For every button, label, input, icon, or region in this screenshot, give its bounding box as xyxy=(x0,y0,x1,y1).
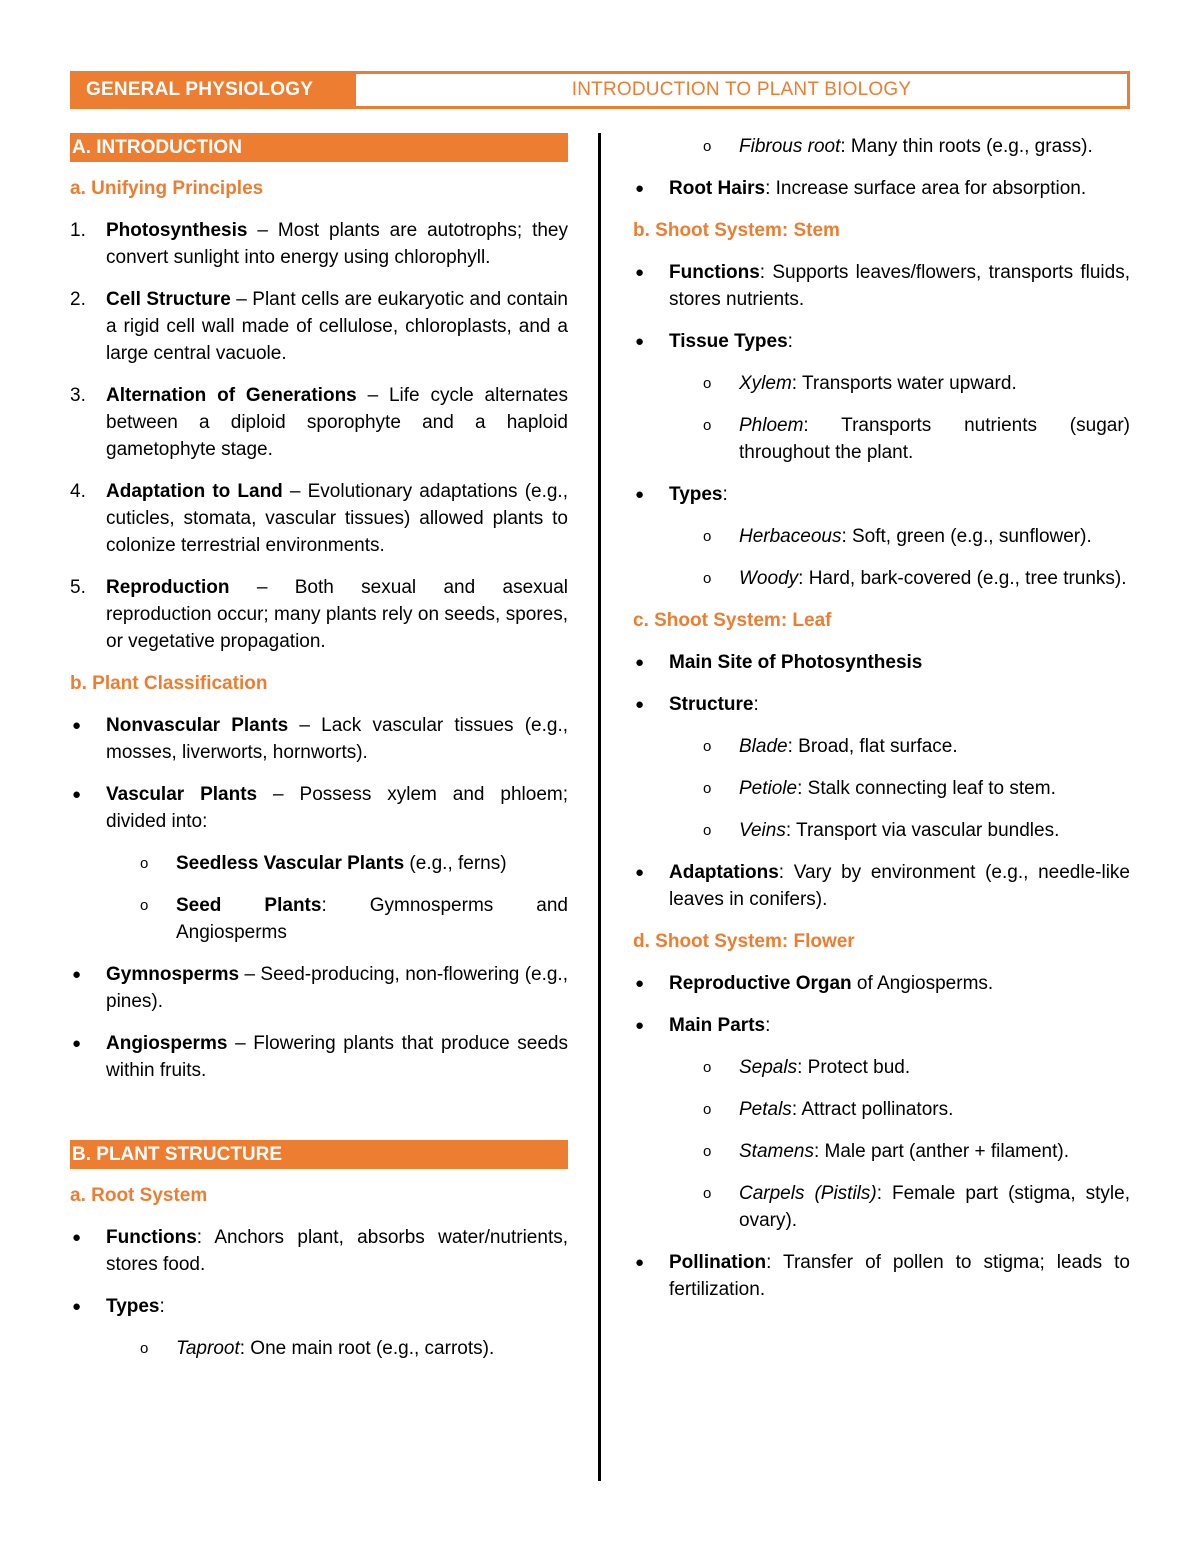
term: Stamens xyxy=(739,1141,814,1162)
list-item xyxy=(70,217,568,271)
item-text: (e.g., ferns) xyxy=(404,853,507,874)
circle-bullet-icon: o xyxy=(703,780,712,797)
subsection-leaf: c. Shoot System: Leaf xyxy=(633,610,832,631)
list-item xyxy=(633,175,1130,202)
item-text: : Female part (stigma, style, ovary). xyxy=(739,1183,1130,1231)
term: Veins xyxy=(739,820,786,841)
bullet-icon: ● xyxy=(72,786,82,803)
term: Xylem xyxy=(739,373,792,394)
bullet-icon: ● xyxy=(635,180,645,197)
list-item xyxy=(70,781,568,835)
item-text: : Transfer of pollen to stigma; leads to fertilization. xyxy=(669,1252,1130,1300)
term: Adaptations xyxy=(669,862,779,883)
item-text: : One main root (e.g., carrots). xyxy=(239,1338,495,1359)
term: Carpels (Pistils) xyxy=(739,1183,877,1204)
bullet-icon: ● xyxy=(72,1229,82,1246)
circle-bullet-icon: o xyxy=(703,738,712,755)
item-text: : xyxy=(787,331,793,352)
list-item xyxy=(633,259,1130,313)
item-text: : Stalk connecting leaf to stem. xyxy=(797,778,1056,799)
circle-bullet-icon: o xyxy=(140,1340,149,1357)
item-text: : Attract pollinators. xyxy=(791,1099,954,1120)
item-text: : Transport via vascular bundles. xyxy=(785,820,1060,841)
section-b-title: B. PLANT STRUCTURE xyxy=(70,1140,568,1169)
term: Main Parts xyxy=(669,1015,766,1036)
sub-list-item xyxy=(70,850,568,877)
item-text: : xyxy=(722,484,728,505)
subsection-plant-classification: b. Plant Classification xyxy=(70,673,268,694)
item-text: : Soft, green (e.g., sunflower). xyxy=(841,526,1092,547)
list-item xyxy=(70,382,568,463)
circle-bullet-icon: o xyxy=(703,417,712,434)
term: Herbaceous xyxy=(739,526,842,547)
term: Petiole xyxy=(739,778,798,799)
item-text: : Anchors plant, absorbs water/nutrients, stores food. xyxy=(106,1227,568,1275)
list-item xyxy=(633,481,1130,508)
item-text: : xyxy=(753,694,759,715)
bullet-icon: ● xyxy=(635,864,645,881)
term: Seedless Vascular Plants xyxy=(176,853,405,874)
spacer xyxy=(70,1099,568,1140)
term: Functions xyxy=(669,262,760,283)
subsection-unifying-principles: a. Unifying Principles xyxy=(70,178,264,199)
item-text: – Flowering plants that produce seeds within fruits. xyxy=(106,1033,568,1081)
item-text: – Both sexual and asexual reproduction occur; many plants rely on seeds, spores, or vegetative propagation. xyxy=(106,577,568,652)
list-item xyxy=(633,859,1130,913)
circle-bullet-icon: o xyxy=(703,570,712,587)
list-item xyxy=(70,1293,568,1320)
item-text: : Hard, bark-covered (e.g., tree trunks). xyxy=(798,568,1127,589)
course-title: GENERAL PHYSIOLOGY xyxy=(73,74,356,106)
bullet-icon: ● xyxy=(635,696,645,713)
circle-bullet-icon: o xyxy=(703,1185,712,1202)
item-text: : Gymnosperms and Angiosperms xyxy=(176,895,568,943)
term: Types xyxy=(106,1296,160,1317)
item-text: : xyxy=(159,1296,165,1317)
subsection-root-system: a. Root System xyxy=(70,1185,208,1206)
list-item xyxy=(70,574,568,655)
list-item xyxy=(633,691,1130,718)
item-text: – Most plants are autotrophs; they convert sunlight into energy using chlorophyll. xyxy=(106,220,568,268)
term: Fibrous root xyxy=(739,136,841,157)
sub-list-item xyxy=(633,1138,1130,1165)
sub-list-item xyxy=(70,1335,568,1362)
term: Root Hairs xyxy=(669,178,766,199)
bullet-icon: ● xyxy=(635,264,645,281)
column-divider xyxy=(598,133,601,1481)
sub-list-item xyxy=(633,565,1130,592)
list-item xyxy=(70,961,568,1015)
term: Reproductive Organ xyxy=(669,973,852,994)
term: Main Site of Photosynthesis xyxy=(669,652,923,673)
list-item xyxy=(633,328,1130,355)
list-item xyxy=(633,649,1130,676)
sub-list-item xyxy=(633,412,1130,466)
list-item xyxy=(70,478,568,559)
subsection-stem: b. Shoot System: Stem xyxy=(633,220,840,241)
right-column xyxy=(633,133,1130,1318)
term: Reproduction xyxy=(106,577,230,598)
circle-bullet-icon: o xyxy=(140,897,149,914)
bullet-icon: ● xyxy=(635,1017,645,1034)
bullet-icon: ● xyxy=(635,654,645,671)
item-text: : xyxy=(765,1015,771,1036)
sub-list-item xyxy=(633,1096,1130,1123)
bullet-icon: ● xyxy=(635,333,645,350)
term: Taproot xyxy=(176,1338,240,1359)
subsection-flower: d. Shoot System: Flower xyxy=(633,931,855,952)
term: Gymnosperms xyxy=(106,964,240,985)
bullet-icon: ● xyxy=(635,486,645,503)
list-item xyxy=(70,1030,568,1084)
item-text: – Possess xylem and phloem; divided into: xyxy=(106,784,568,832)
term: Types xyxy=(669,484,723,505)
item-text: – Plant cells are eukaryotic and contain a rigid cell wall made of cellulose, chloroplasts, and a large central vacuole. xyxy=(106,289,568,364)
term: Seed Plants xyxy=(176,895,322,916)
term: Phloem xyxy=(739,415,804,436)
circle-bullet-icon: o xyxy=(703,528,712,545)
list-item xyxy=(70,712,568,766)
term: Photosynthesis xyxy=(106,220,248,241)
term: Pollination xyxy=(669,1252,767,1273)
item-text: : Supports leaves/flowers, transports fluids, stores nutrients. xyxy=(669,262,1130,310)
bullet-icon: ● xyxy=(72,717,82,734)
bullet-icon: ● xyxy=(72,1298,82,1315)
list-item xyxy=(70,286,568,367)
term: Angiosperms xyxy=(106,1033,228,1054)
bullet-icon: ● xyxy=(72,966,82,983)
item-text: : Transports water upward. xyxy=(791,373,1017,394)
list-item xyxy=(633,970,1130,997)
item-text: : Increase surface area for absorption. xyxy=(765,178,1087,199)
sub-list-item xyxy=(633,1054,1130,1081)
list-item xyxy=(633,1249,1130,1303)
bullet-icon: ● xyxy=(72,1035,82,1052)
term: Blade xyxy=(739,736,788,757)
list-item xyxy=(633,1012,1130,1039)
term: Nonvascular Plants xyxy=(106,715,289,736)
term: Adaptation to Land xyxy=(106,481,283,502)
item-text: – Seed-producing, non-flowering (e.g., pines). xyxy=(106,964,568,1012)
sub-list-item xyxy=(633,133,1130,160)
sub-list-item xyxy=(70,892,568,946)
sub-list-item xyxy=(633,733,1130,760)
list-item xyxy=(70,1224,568,1278)
item-number: 3. xyxy=(70,385,86,406)
term: Cell Structure xyxy=(106,289,231,310)
item-text: : Male part (anther + filament). xyxy=(813,1141,1070,1162)
term: Structure xyxy=(669,694,754,715)
sub-list-item xyxy=(633,523,1130,550)
bullet-icon: ● xyxy=(635,975,645,992)
item-number: 4. xyxy=(70,481,86,502)
item-text: : Many thin roots (e.g., grass). xyxy=(840,136,1093,157)
left-column xyxy=(70,133,568,1377)
item-text: : Protect bud. xyxy=(797,1057,911,1078)
item-text: – Life cycle alternates between a diploid sporophyte and a haploid gametophyte stage. xyxy=(106,385,569,460)
circle-bullet-icon: o xyxy=(703,375,712,392)
term: Alternation of Generations xyxy=(106,385,357,406)
topic-title: INTRODUCTION TO PLANT BIOLOGY xyxy=(571,79,912,100)
sub-list-item xyxy=(633,775,1130,802)
section-a-title: A. INTRODUCTION xyxy=(70,133,568,162)
item-text: : Transports nutrients (sugar) throughout the plant. xyxy=(739,415,1130,463)
circle-bullet-icon: o xyxy=(703,1143,712,1160)
item-number: 2. xyxy=(70,289,86,310)
item-text: of Angiosperms. xyxy=(851,973,994,994)
item-text: – Lack vascular tissues (e.g., mosses, liverworts, hornworts). xyxy=(106,715,569,763)
term: Sepals xyxy=(739,1057,798,1078)
term: Tissue Types xyxy=(669,331,788,352)
bullet-icon: ● xyxy=(635,1254,645,1271)
sub-list-item xyxy=(633,370,1130,397)
item-text: : Broad, flat surface. xyxy=(787,736,958,757)
page-header xyxy=(70,71,1130,109)
term: Petals xyxy=(739,1099,792,1120)
item-text: – Evolutionary adaptations (e.g., cuticles, stomata, vascular tissues) allowed plants to colonize terrestrial environments. xyxy=(106,481,568,556)
circle-bullet-icon: o xyxy=(703,1059,712,1076)
term: Woody xyxy=(739,568,799,589)
circle-bullet-icon: o xyxy=(140,855,149,872)
item-text: : Vary by environment (e.g., needle-like leaves in conifers). xyxy=(669,862,1130,910)
term: Vascular Plants xyxy=(106,784,258,805)
term: Functions xyxy=(106,1227,197,1248)
circle-bullet-icon: o xyxy=(703,822,712,839)
circle-bullet-icon: o xyxy=(703,1101,712,1118)
item-number: 5. xyxy=(70,577,86,598)
sub-list-item xyxy=(633,1180,1130,1234)
circle-bullet-icon: o xyxy=(703,138,712,155)
item-number: 1. xyxy=(70,220,86,241)
sub-list-item xyxy=(633,817,1130,844)
